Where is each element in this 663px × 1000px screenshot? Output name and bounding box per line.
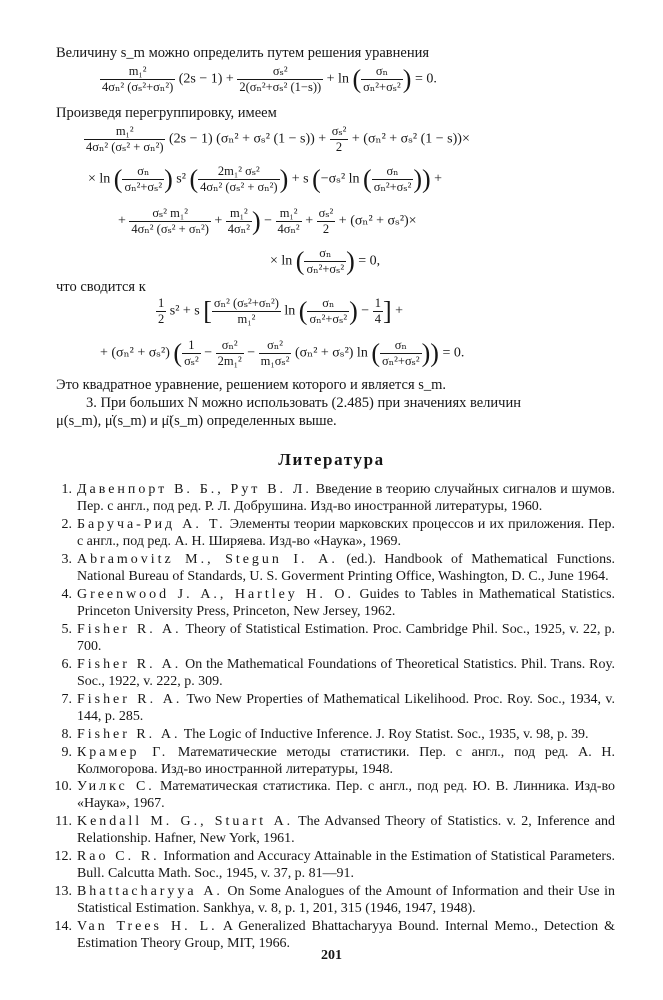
equation-3-line-1: $\frac{1}{2}$ s² + s [ $\frac{\text{σₙ² (σₛ²+σₙ²)}}{\text{m₁²}}$ ln ( $\frac{\text{σₙ}}{\text{σₙ²+σₛ²}}$ ) − $\frac{1}{4}$ ] + — [158, 296, 404, 326]
reference-item — [50, 657, 615, 691]
eq3-l1-frac-num: 1 — [158, 296, 165, 310]
reference-author: Уилкс С. — [77, 779, 155, 795]
reference-number: 10. — [54, 779, 72, 795]
reference-item — [50, 727, 615, 744]
reference-text: Введение в теорию случайных сигналов и шумов. Пер. с англ., под ред. Р. Л. Добрушина. Изд-во иностранной литературы, 1960. — [77, 482, 615, 514]
reference-number: 14. — [54, 919, 72, 935]
eq1-end: = 0. — [414, 71, 437, 87]
reference-item — [50, 884, 615, 918]
eq2-l2-frac-num: σₙ — [122, 164, 164, 180]
reference-text: Two New Properties of Mathematical Likelihood. Proc. Roy. Soc., 1934, v. 144, p. 285. — [77, 691, 615, 724]
reference-number: 7. — [61, 691, 72, 707]
eq2-l4-frac-num: σₙ — [304, 246, 346, 262]
eq2-l2-frac2-den: 4σₙ² (σₛ² + σₙ²) — [200, 180, 278, 194]
eq3-l2-start: + (σₙ² + σₛ²) — [100, 345, 170, 361]
eq2-l3-frac-num: σₛ² m₁² — [129, 206, 210, 222]
eq2-l1-frac2-den: 2 — [335, 140, 343, 154]
reference-text: Математическая статистика. Пер. с англ., под ред. Ю. В. Линника. Изд-во «Наука», 1967. — [77, 779, 615, 812]
eq3-l2-end: = 0. — [442, 345, 465, 361]
eq3-l1-end: + — [395, 303, 404, 319]
reference-author: Rao C. R. — [77, 849, 160, 865]
reference-number: 11. — [55, 814, 72, 830]
reference-text: (ed.). Handbook of Mathematical Functions. National Bureau of Standards, U. S. Goverment Printing Office, Washington, D. C., June 1964. — [77, 551, 615, 584]
equation-2-line-2: × ln ( $\frac{\text{σₙ}}{\text{σₙ²+σₛ²}}$ ) s² ( $\frac{\text{2m₁² σₛ²}}{\text{4σₙ² (σₛ² + σₙ²)}}$ ) + s (−σₛ² ln ( $\frac{\text{σₙ}}{\text{σₙ²+σₛ²}}$ )) + — [88, 164, 443, 194]
equation-2-line-1 — [84, 124, 470, 155]
reference-item — [50, 692, 615, 726]
eq1-frac3-num: σₙ — [361, 64, 403, 80]
eq2-l4-start: × ln — [270, 253, 293, 269]
reference-item — [50, 622, 615, 656]
regroup-text: Произведя перегруппировку, имеем — [56, 105, 277, 121]
reference-number: 3. — [61, 551, 72, 567]
eq3-l1-frac4-den: 4 — [374, 312, 381, 326]
reference-number: 2. — [61, 516, 72, 532]
reference-author: Fisher R. A. — [77, 656, 182, 672]
reference-text: Элементы теории марковских процессов и их приложения. Пер. с англ., под ред. А. Н. Ширяева. Изд-во «Наука», 1969. — [77, 516, 615, 549]
eq3-l2-minus: − — [204, 345, 213, 361]
reference-number: 9. — [61, 744, 72, 760]
eq2-l1-end: + (σₙ² + σₛ² (1 − s))× — [351, 131, 470, 147]
reference-number: 6. — [61, 656, 72, 672]
reference-text: Information and Accuracy Attainable in the Estimation of Statistical Parameters. Bull. Calcutta Math. Soc., 1945, v. 37, p. 81—91. — [77, 849, 615, 882]
equation-3-line-2: + (σₙ² + σₛ²) ( $\frac{1}{\text{σₛ²}}$ − $\frac{\text{σₙ²}}{\text{2m₁²}}$ − $\frac{\text{σₙ²}}{\text{m₁σₛ²}}$ (σₙ² + σₛ²) ln ( $\frac{\text{σₙ}}{\text{σₙ²+σₛ²}}$ )) = 0. — [100, 338, 465, 368]
eq2-l3-frac-den: 4σₙ² (σₛ² + σₙ²) — [131, 222, 209, 236]
point-3-line-1: 3. При больших N можно использовать (2.485) при значениях величин — [86, 395, 521, 411]
eq3-l2-frac2-num: σₙ² — [216, 338, 244, 354]
eq2-l3-minus: − — [264, 213, 273, 229]
eq2-l3-frac2-den: 4σₙ² — [227, 222, 250, 236]
eq2-l4-end: = 0, — [358, 253, 381, 269]
eq3-l2-frac4-num: σₙ — [380, 338, 422, 354]
eq1-frac2-num: σₛ² — [237, 64, 323, 80]
eq3-l1-frac2-den: m₁² — [237, 312, 256, 326]
eq3-l1-ln: ln — [284, 303, 296, 319]
eq3-l2-frac-num: 1 — [182, 338, 201, 354]
reference-text: Theory of Statistical Estimation. Proc. Cambridge Phil. Soc., 1925, v. 22, p. 700. — [77, 621, 616, 654]
reduces-text: что сводится к — [56, 279, 146, 295]
eq3-l1-frac3-den: σₙ²+σₛ² — [309, 312, 348, 326]
reference-item — [50, 552, 615, 586]
quadratic-text: Это квадратное уравнение, решением которого и является s_m. — [56, 377, 447, 393]
reference-number: 1. — [61, 482, 72, 497]
eq1-ln: + ln — [326, 71, 349, 87]
eq2-l2-paren: −σₛ² ln — [320, 171, 360, 187]
reference-number: 5. — [61, 621, 72, 637]
eq2-l4-frac-den: σₙ²+σₛ² — [306, 262, 345, 276]
reference-author: Давенпорт В. Б., Рут В. Л. — [77, 482, 312, 497]
reference-item — [50, 745, 615, 779]
reference-author: Van Trees H. L. — [77, 919, 218, 935]
eq2-l2-start: × ln — [88, 171, 111, 187]
eq2-l2-frac3-den: σₙ²+σₛ² — [373, 180, 412, 194]
reference-author: Fisher R. A. — [77, 621, 182, 637]
eq3-l1-mid: s² + s — [169, 303, 200, 319]
reference-author: Abramovitz M., Stegun I. A. — [77, 551, 338, 567]
reference-item — [50, 587, 615, 621]
eq2-l2-end: + — [434, 171, 443, 187]
reference-text: The Advansed Theory of Statistics. v. 2, Inference and Relationship. Hafner, New York, 1961. — [77, 814, 615, 847]
reference-text: Guides to Tables in Mathematical Statistics. Princeton University Press, Princeton, New Jersey, 1962. — [77, 586, 616, 619]
eq2-l3-frac3-num: m₁² — [276, 206, 302, 222]
equation-1: $\frac{\text{m₁²}}{\text{4σₙ² (σₛ²+σₙ²)}}$ (2s − 1) + $\frac{\text{σₛ²}}{\text{2(σₙ²+σₛ² (1−s))}}$ + ln ( $\frac{\text{σₙ}}{\text{σₙ²+σₛ²}}$ ) = 0. — [102, 64, 437, 94]
page-number: 201 — [321, 948, 342, 963]
eq2-l2-frac2-num: 2m₁² σₛ² — [198, 164, 279, 180]
eq3-l1-frac2-num: σₙ² (σₛ²+σₙ²) — [213, 296, 279, 310]
eq2-l2-mid2: + s — [291, 171, 309, 187]
reference-author: Баруча-Рид А. Т. — [77, 516, 226, 532]
intro-text: Величину s_m можно определить путем решения уравнения — [56, 45, 430, 61]
eq2-l3-frac2-num: m₁² — [226, 206, 252, 222]
eq2-l3-frac4-den: 2 — [322, 222, 330, 236]
reference-author: Крамер Г. — [77, 744, 169, 760]
eq2-l3-start: + — [118, 213, 126, 229]
eq2-l3-frac4-num: σₛ² — [318, 206, 334, 220]
eq2-l1-frac-den: 4σₙ² (σₛ² + σₙ²) — [86, 140, 164, 154]
reference-item — [50, 814, 615, 848]
reference-number: 13. — [54, 884, 72, 900]
reference-text: The Logic of Inductive Inference. J. Roy Statist. Soc., 1935, v. 98, p. 39. — [180, 726, 589, 742]
eq2-l1-mid: (2s − 1) (σₙ² + σₛ² (1 − s)) + — [168, 131, 327, 147]
eq2-l2-frac3-num: σₙ — [372, 164, 414, 180]
eq2-l2-frac-den: σₙ²+σₛ² — [124, 180, 163, 194]
reference-text: On the Mathematical Foundations of Theoretical Statistics. Phil. Trans. Roy. Soc., 1922, v. 222, p. 309. — [77, 656, 616, 689]
reference-text: A Generalized Bhattacharyya Bound. Internal Memo., Detection & Estimation Theory Group, MIT, 1966. — [77, 919, 615, 952]
reference-number: 4. — [61, 586, 72, 602]
eq2-l2-mid: s² — [176, 171, 186, 187]
reference-item — [50, 482, 615, 516]
reference-item — [50, 849, 615, 883]
reference-author: Bhattacharyya A. — [77, 884, 223, 900]
eq3-l2-mid: (σₙ² + σₛ²) ln — [294, 345, 368, 361]
eq3-l2-frac3-den: m₁σₛ² — [260, 354, 290, 368]
reference-author: Fisher R. A. — [77, 726, 181, 742]
reference-author: Kendall M. G., Stuart A. — [77, 814, 294, 830]
reference-author: Greenwood J. A., Hartley H. O. — [77, 586, 354, 602]
eq2-l3-plus2: + — [305, 213, 314, 229]
references-heading: Литература — [278, 450, 385, 469]
reference-number: 8. — [61, 726, 72, 742]
eq1-frac1-num: m₁² — [100, 64, 175, 80]
eq2-l3-plus: + — [214, 213, 223, 229]
eq3-l1-frac4-num: 1 — [374, 296, 381, 310]
equation-2-line-3: + $\frac{\text{σₛ² m₁²}}{\text{4σₙ² (σₛ² + σₙ²)}}$ + $\frac{\text{m₁²}}{\text{4σₙ²}}$ ) − $\frac{\text{m₁²}}{\text{4σₙ²}}$ + $\frac{\text{σₛ²}}{2}$ + (σₙ² + σₛ²)× — [118, 206, 417, 236]
reference-text: Математические методы статистики. Пер. с англ., под ред. А. Н. Колмогорова. Изд-во иностранной литературы, 1948. — [77, 744, 615, 777]
eq3-l1-frac-den: 2 — [158, 312, 165, 326]
eq3-l2-frac4-den: σₙ²+σₛ² — [382, 354, 420, 368]
point-3-line-2: μ(s_m), μ̇(s_m) и μ̈(s_m) определенных выше. — [56, 413, 337, 429]
eq1-mid: (2s − 1) + — [178, 71, 234, 87]
eq2-l3-frac3-den: 4σₙ² — [277, 222, 300, 236]
eq1-frac1-den: 4σₙ² (σₛ²+σₙ²) — [102, 80, 174, 94]
eq3-l2-frac2-den: 2m₁² — [217, 354, 242, 368]
reference-item — [50, 517, 615, 551]
eq3-l1-frac3-num: σₙ — [307, 296, 349, 312]
eq3-l2-minus2: − — [247, 345, 256, 361]
eq1-frac2-den: 2(σₙ²+σₛ² (1−s)) — [239, 80, 322, 94]
eq3-l1-minus: − — [361, 303, 370, 319]
reference-text: On Some Analogues of the Amount of Information and their Use in Statistical Estimation. Sankhya, v. 8, p. 1, 201, 315 (1946, 1947, 1948). — [77, 884, 615, 917]
eq2-l3-end: + (σₙ² + σₛ²)× — [338, 213, 417, 229]
reference-number: 12. — [54, 849, 72, 865]
eq2-l1-frac-num: m₁² — [84, 124, 165, 140]
reference-author: Fisher R. A. — [77, 691, 183, 707]
equation-2-line-4: × ln ( $\frac{\text{σₙ}}{\text{σₙ²+σₛ²}}$ ) = 0, — [270, 246, 381, 276]
eq3-l2-frac3-num: σₙ² — [259, 338, 292, 354]
eq1-frac3-den: σₙ²+σₛ² — [363, 80, 401, 94]
eq2-l1-frac2-num: σₛ² — [331, 124, 347, 138]
reference-item — [50, 779, 615, 813]
eq3-l2-frac-den: σₛ² — [184, 354, 199, 368]
